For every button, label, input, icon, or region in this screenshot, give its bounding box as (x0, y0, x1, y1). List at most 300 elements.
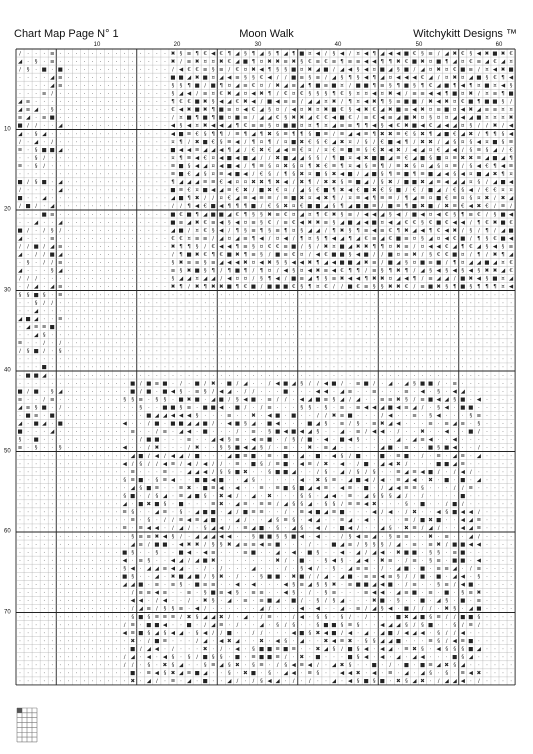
svg-text:€: € (283, 91, 288, 98)
svg-text:·: · (333, 324, 335, 331)
svg-text:·: · (349, 445, 351, 452)
svg-text:·: · (131, 171, 134, 178)
svg-text:€: € (203, 50, 207, 57)
svg-text:∕: ∕ (333, 284, 335, 291)
svg-text:✖: ✖ (388, 179, 393, 186)
svg-text:¤: ¤ (243, 179, 248, 186)
svg-text:◀: ◀ (243, 396, 248, 403)
svg-text:·: · (51, 654, 54, 661)
svg-text:·: · (83, 66, 86, 73)
svg-text:·: · (83, 235, 86, 242)
svg-text:·: · (494, 646, 496, 653)
svg-text:≡: ≡ (444, 565, 449, 572)
svg-text:✖: ✖ (363, 107, 369, 114)
svg-text:·: · (188, 388, 190, 395)
svg-text:·: · (27, 582, 29, 589)
svg-text:·: · (461, 332, 464, 339)
svg-text:¶: ¶ (388, 58, 393, 65)
svg-text:€: € (300, 147, 304, 154)
svg-text:◀: ◀ (299, 461, 304, 468)
svg-text:·: · (91, 413, 94, 420)
svg-text:·: · (469, 598, 472, 605)
svg-text:¶: ¶ (235, 123, 240, 130)
svg-text:·: · (107, 260, 110, 267)
svg-text:≡: ≡ (355, 404, 361, 411)
svg-text:§: § (179, 82, 183, 89)
svg-text:·: · (43, 219, 46, 226)
svg-text:¤: ¤ (356, 99, 360, 106)
svg-text:◀: ◀ (331, 235, 337, 242)
svg-text:·: · (139, 123, 142, 130)
svg-text:·: · (131, 187, 134, 194)
svg-text:·: · (349, 300, 351, 307)
svg-text:■: ■ (275, 429, 281, 436)
svg-text:·: · (99, 590, 102, 597)
svg-text:◀: ◀ (251, 437, 256, 444)
svg-text:✖: ✖ (291, 58, 296, 65)
svg-text:·: · (43, 50, 46, 57)
svg-text:€: € (493, 58, 497, 65)
svg-text:·: · (67, 614, 70, 621)
svg-text:·: · (196, 340, 198, 347)
svg-text:≡: ≡ (436, 179, 441, 186)
svg-text:·: · (252, 340, 255, 347)
svg-text:◢: ◢ (42, 131, 47, 138)
svg-text:∕: ∕ (180, 380, 182, 387)
svg-text:≡: ≡ (404, 235, 409, 242)
svg-text:·: · (35, 380, 37, 387)
svg-text:◢: ◢ (154, 565, 159, 572)
svg-text:✖: ✖ (500, 195, 506, 202)
svg-text:·: · (502, 348, 504, 355)
svg-text:≡: ≡ (388, 115, 393, 122)
svg-text:·: · (381, 614, 384, 621)
svg-text:·: · (83, 356, 86, 363)
svg-text:·: · (172, 372, 174, 379)
svg-text:✖: ✖ (323, 638, 329, 645)
svg-text:∕: ∕ (477, 678, 480, 685)
svg-text:∕: ∕ (172, 525, 174, 532)
svg-text:■: ■ (411, 211, 418, 218)
svg-text:◀: ◀ (364, 219, 369, 226)
svg-text:·: · (268, 308, 271, 315)
svg-text:·: · (397, 356, 400, 363)
svg-text:◀: ◀ (420, 388, 425, 395)
svg-text:■: ■ (250, 549, 257, 556)
svg-text:¶: ¶ (404, 268, 409, 275)
svg-text:∕: ∕ (188, 284, 190, 291)
svg-text:·: · (188, 533, 190, 540)
svg-text:·: · (164, 50, 166, 57)
svg-text:·: · (333, 429, 335, 436)
svg-text:·: · (437, 324, 440, 331)
svg-text:·: · (502, 590, 504, 597)
svg-text:·: · (67, 171, 70, 178)
svg-text:✖: ✖ (436, 541, 441, 548)
svg-text:·: · (67, 203, 70, 210)
svg-text:∕: ∕ (316, 179, 319, 186)
svg-text:¶: ¶ (372, 50, 376, 57)
svg-text:◀: ◀ (251, 91, 256, 98)
svg-text:·: · (357, 356, 359, 363)
svg-text:·: · (276, 308, 279, 315)
svg-text:✖: ✖ (243, 670, 248, 677)
svg-text:·: · (75, 82, 78, 89)
svg-text:≡: ≡ (508, 163, 514, 170)
svg-text:∕: ∕ (357, 139, 360, 146)
svg-text:◢: ◢ (315, 227, 320, 234)
svg-text:·: · (365, 372, 368, 379)
svg-text:◢: ◢ (444, 50, 449, 57)
svg-text:≡: ≡ (331, 58, 337, 65)
svg-text:€: € (267, 147, 272, 154)
svg-text:·: · (325, 300, 327, 307)
svg-text:§: § (123, 396, 127, 403)
svg-text:¶: ¶ (179, 243, 183, 250)
svg-text:·: · (212, 670, 215, 677)
svg-text:·: · (139, 211, 142, 218)
svg-text:·: · (510, 380, 512, 387)
svg-text:·: · (59, 413, 62, 420)
svg-text:■: ■ (33, 388, 39, 395)
svg-text:·: · (147, 91, 150, 98)
svg-text:·: · (445, 517, 448, 524)
svg-text:·: · (510, 429, 512, 436)
svg-text:◢: ◢ (178, 525, 184, 532)
svg-text:∕: ∕ (381, 509, 384, 516)
svg-text:§: § (324, 276, 328, 283)
svg-text:·: · (99, 324, 102, 331)
svg-text:·: · (123, 276, 126, 283)
svg-text:¤: ¤ (348, 163, 352, 170)
svg-text:·: · (494, 574, 496, 581)
svg-text:·: · (139, 638, 142, 645)
svg-text:·: · (260, 582, 263, 589)
svg-text:·: · (83, 582, 86, 589)
svg-text:¶: ¶ (412, 171, 417, 178)
svg-text:·: · (123, 388, 126, 395)
svg-text:≡: ≡ (219, 171, 224, 178)
svg-text:·: · (123, 58, 126, 65)
svg-text:·: · (494, 404, 496, 411)
svg-text:·: · (131, 557, 134, 564)
svg-text:¤: ¤ (428, 211, 433, 218)
svg-text:◢: ◢ (484, 58, 490, 65)
svg-text:·: · (91, 493, 94, 500)
svg-text:■: ■ (267, 99, 273, 106)
svg-text:✖: ✖ (170, 284, 176, 291)
svg-text:§: § (316, 549, 320, 556)
svg-text:≡: ≡ (404, 388, 409, 395)
svg-text:∕: ∕ (51, 139, 54, 146)
svg-text:·: · (445, 622, 448, 629)
svg-text:§: § (364, 147, 368, 154)
svg-text:≡: ≡ (331, 276, 337, 283)
svg-text:■: ■ (17, 123, 23, 130)
svg-text:·: · (91, 364, 94, 371)
svg-text:✖: ✖ (283, 163, 288, 170)
svg-text:·: · (260, 332, 263, 339)
svg-text:·: · (123, 155, 126, 162)
svg-text:·: · (123, 324, 126, 331)
svg-text:·: · (131, 163, 134, 170)
svg-text:◢: ◢ (356, 235, 361, 242)
svg-text:■: ■ (387, 404, 393, 411)
svg-text:■: ■ (436, 461, 442, 468)
svg-text:·: · (469, 453, 472, 460)
svg-text:◀: ◀ (307, 509, 312, 516)
svg-text:€: € (259, 171, 264, 178)
svg-text:·: · (67, 219, 70, 226)
svg-text:·: · (172, 396, 174, 403)
svg-text:∕: ∕ (284, 622, 287, 629)
svg-text:∕: ∕ (413, 284, 416, 291)
svg-text:·: · (131, 340, 134, 347)
svg-text:·: · (99, 477, 102, 484)
svg-text:·: · (67, 396, 70, 403)
svg-text:·: · (300, 590, 303, 597)
svg-text:∕: ∕ (164, 453, 166, 460)
svg-text:◀: ◀ (420, 123, 425, 130)
svg-text:¶: ¶ (372, 243, 376, 250)
svg-text:·: · (43, 574, 46, 581)
svg-text:■: ■ (468, 614, 474, 621)
svg-text:§: § (461, 590, 465, 597)
svg-text:·: · (268, 477, 271, 484)
svg-text:∕: ∕ (228, 66, 231, 73)
svg-text:■: ■ (355, 582, 361, 589)
svg-text:·: · (67, 107, 70, 114)
svg-text:✖: ✖ (371, 501, 377, 508)
svg-text:·: · (131, 372, 134, 379)
svg-text:§: § (187, 163, 191, 170)
svg-text:◀: ◀ (339, 171, 345, 178)
svg-text:§: § (324, 582, 328, 589)
svg-text:¶: ¶ (380, 243, 384, 250)
svg-text:■: ■ (226, 630, 232, 637)
svg-text:§: § (219, 654, 223, 661)
svg-text:✖: ✖ (275, 155, 280, 162)
svg-text:◢: ◢ (25, 115, 31, 122)
svg-text:§: § (163, 670, 167, 677)
svg-text:·: · (429, 654, 432, 661)
svg-text:·: · (123, 235, 126, 242)
svg-text:≡: ≡ (291, 99, 296, 106)
svg-text:·: · (83, 308, 86, 315)
svg-text:■: ■ (283, 284, 289, 291)
svg-text:€: € (428, 123, 433, 130)
svg-text:◢: ◢ (396, 565, 401, 572)
svg-text:◀: ◀ (347, 678, 353, 685)
svg-text:·: · (188, 638, 190, 645)
svg-text:≡: ≡ (194, 388, 200, 395)
svg-text:·: · (107, 139, 110, 146)
svg-text:·: · (91, 50, 94, 57)
svg-text:·: · (413, 421, 416, 428)
svg-text:·: · (99, 654, 102, 661)
svg-text:·: · (196, 364, 198, 371)
svg-text:€: € (195, 66, 199, 73)
svg-text:€: € (251, 107, 256, 114)
svg-text:·: · (83, 404, 86, 411)
svg-text:≡: ≡ (315, 74, 321, 81)
svg-text:·: · (99, 235, 102, 242)
svg-text:·: · (244, 324, 247, 331)
svg-text:¤: ¤ (171, 155, 175, 162)
svg-text:✖: ✖ (412, 509, 417, 516)
svg-text:·: · (469, 662, 472, 669)
svg-text:€: € (251, 82, 256, 89)
svg-text:¤: ¤ (461, 123, 465, 130)
svg-text:·: · (308, 388, 311, 395)
svg-text:◢: ◢ (227, 211, 232, 218)
svg-text:·: · (486, 670, 488, 677)
svg-text:≡: ≡ (243, 501, 248, 508)
svg-text:€: € (324, 58, 328, 65)
svg-text:·: · (59, 557, 62, 564)
svg-text:◢: ◢ (50, 82, 55, 89)
svg-text:·: · (43, 646, 46, 653)
svg-text:·: · (421, 364, 424, 371)
svg-text:◀: ◀ (235, 163, 240, 170)
svg-text:€: € (324, 139, 328, 146)
svg-text:§: § (131, 549, 135, 556)
svg-text:≡: ≡ (339, 421, 345, 428)
svg-text:·: · (67, 388, 70, 395)
svg-text:■: ■ (194, 477, 200, 484)
svg-text:·: · (131, 139, 134, 146)
svg-text:·: · (107, 340, 110, 347)
svg-text:·: · (59, 437, 62, 444)
svg-text:∕: ∕ (461, 622, 464, 629)
svg-text:◢: ◢ (476, 477, 481, 484)
svg-text:■: ■ (436, 219, 442, 226)
svg-text:€: € (412, 219, 417, 226)
svg-text:∕: ∕ (381, 413, 384, 420)
svg-text:·: · (91, 380, 94, 387)
svg-text:≡: ≡ (428, 276, 433, 283)
svg-text:∕: ∕ (27, 123, 29, 130)
svg-text:·: · (317, 678, 319, 685)
svg-text:·: · (83, 533, 86, 540)
svg-text:■: ■ (258, 533, 265, 540)
svg-text:✖: ✖ (428, 477, 433, 484)
svg-text:◀: ◀ (219, 485, 224, 492)
svg-text:·: · (147, 276, 150, 283)
svg-text:¶: ¶ (477, 235, 481, 242)
svg-text:·: · (373, 292, 376, 299)
svg-text:·: · (486, 292, 488, 299)
svg-text:·: · (429, 340, 432, 347)
svg-text:·: · (268, 356, 271, 363)
svg-text:·: · (147, 372, 150, 379)
svg-text:≡: ≡ (25, 404, 31, 411)
svg-text:·: · (107, 348, 110, 355)
svg-text:·: · (139, 348, 142, 355)
svg-text:·: · (123, 252, 126, 259)
svg-text:✖: ✖ (363, 155, 369, 162)
svg-text:·: · (164, 179, 166, 186)
svg-text:·: · (107, 50, 110, 57)
svg-text:≡: ≡ (25, 107, 31, 114)
svg-text:¶: ¶ (243, 252, 248, 259)
svg-text:◀: ◀ (315, 252, 320, 259)
svg-text:§: § (203, 493, 207, 500)
svg-text:·: · (123, 598, 126, 605)
svg-text:≡: ≡ (194, 517, 200, 524)
svg-text:◀: ◀ (195, 155, 200, 162)
svg-text:·: · (365, 437, 368, 444)
svg-text:✖: ✖ (267, 260, 272, 267)
svg-text:·: · (139, 147, 142, 154)
svg-text:§: § (324, 171, 328, 178)
svg-text:◀: ◀ (291, 670, 296, 677)
svg-text:≡: ≡ (178, 606, 184, 613)
svg-text:✖: ✖ (331, 171, 337, 178)
svg-text:§: § (155, 477, 159, 484)
svg-text:·: · (268, 638, 271, 645)
svg-text:·: · (389, 292, 392, 299)
svg-text:¶: ¶ (485, 227, 489, 234)
svg-text:·: · (236, 598, 239, 605)
svg-text:·: · (91, 372, 94, 379)
svg-text:·: · (67, 646, 70, 653)
svg-text:·: · (397, 646, 400, 653)
svg-text:·: · (244, 332, 247, 339)
svg-text:·: · (139, 235, 142, 242)
svg-text:≡: ≡ (58, 74, 63, 81)
svg-text:∕: ∕ (59, 227, 62, 234)
svg-text:·: · (373, 396, 376, 403)
svg-text:≡: ≡ (476, 598, 482, 605)
svg-text:·: · (99, 525, 102, 532)
svg-text:¶: ¶ (501, 91, 505, 98)
svg-text:·: · (389, 654, 392, 661)
svg-text:·: · (83, 598, 86, 605)
svg-text:·: · (156, 74, 158, 81)
svg-text:·: · (284, 614, 287, 621)
svg-text:·: · (156, 340, 158, 347)
svg-text:■: ■ (234, 404, 240, 411)
svg-text:·: · (99, 582, 102, 589)
svg-text:∕: ∕ (260, 99, 263, 106)
svg-text:§: § (50, 388, 54, 395)
svg-text:·: · (502, 565, 504, 572)
svg-text:·: · (99, 340, 102, 347)
svg-text:✖: ✖ (428, 139, 433, 146)
svg-text:·: · (333, 292, 335, 299)
svg-text:✖: ✖ (186, 107, 192, 114)
svg-text:·: · (115, 107, 118, 114)
svg-text:◀: ◀ (396, 50, 401, 57)
svg-text:≡: ≡ (404, 107, 409, 114)
svg-text:·: · (91, 147, 94, 154)
svg-text:·: · (91, 340, 94, 347)
svg-text:·: · (59, 115, 62, 122)
svg-text:§: § (42, 332, 46, 339)
svg-text:·: · (445, 292, 448, 299)
svg-text:·: · (115, 252, 118, 259)
svg-text:·: · (131, 58, 134, 65)
svg-text:·: · (35, 91, 37, 98)
svg-text:·: · (333, 485, 335, 492)
svg-text:·: · (91, 243, 94, 250)
svg-text:◀: ◀ (162, 654, 168, 661)
svg-text:·: · (373, 413, 376, 420)
svg-text:◀: ◀ (170, 413, 176, 420)
svg-text:∕: ∕ (27, 388, 29, 395)
svg-text:§: § (252, 74, 255, 81)
